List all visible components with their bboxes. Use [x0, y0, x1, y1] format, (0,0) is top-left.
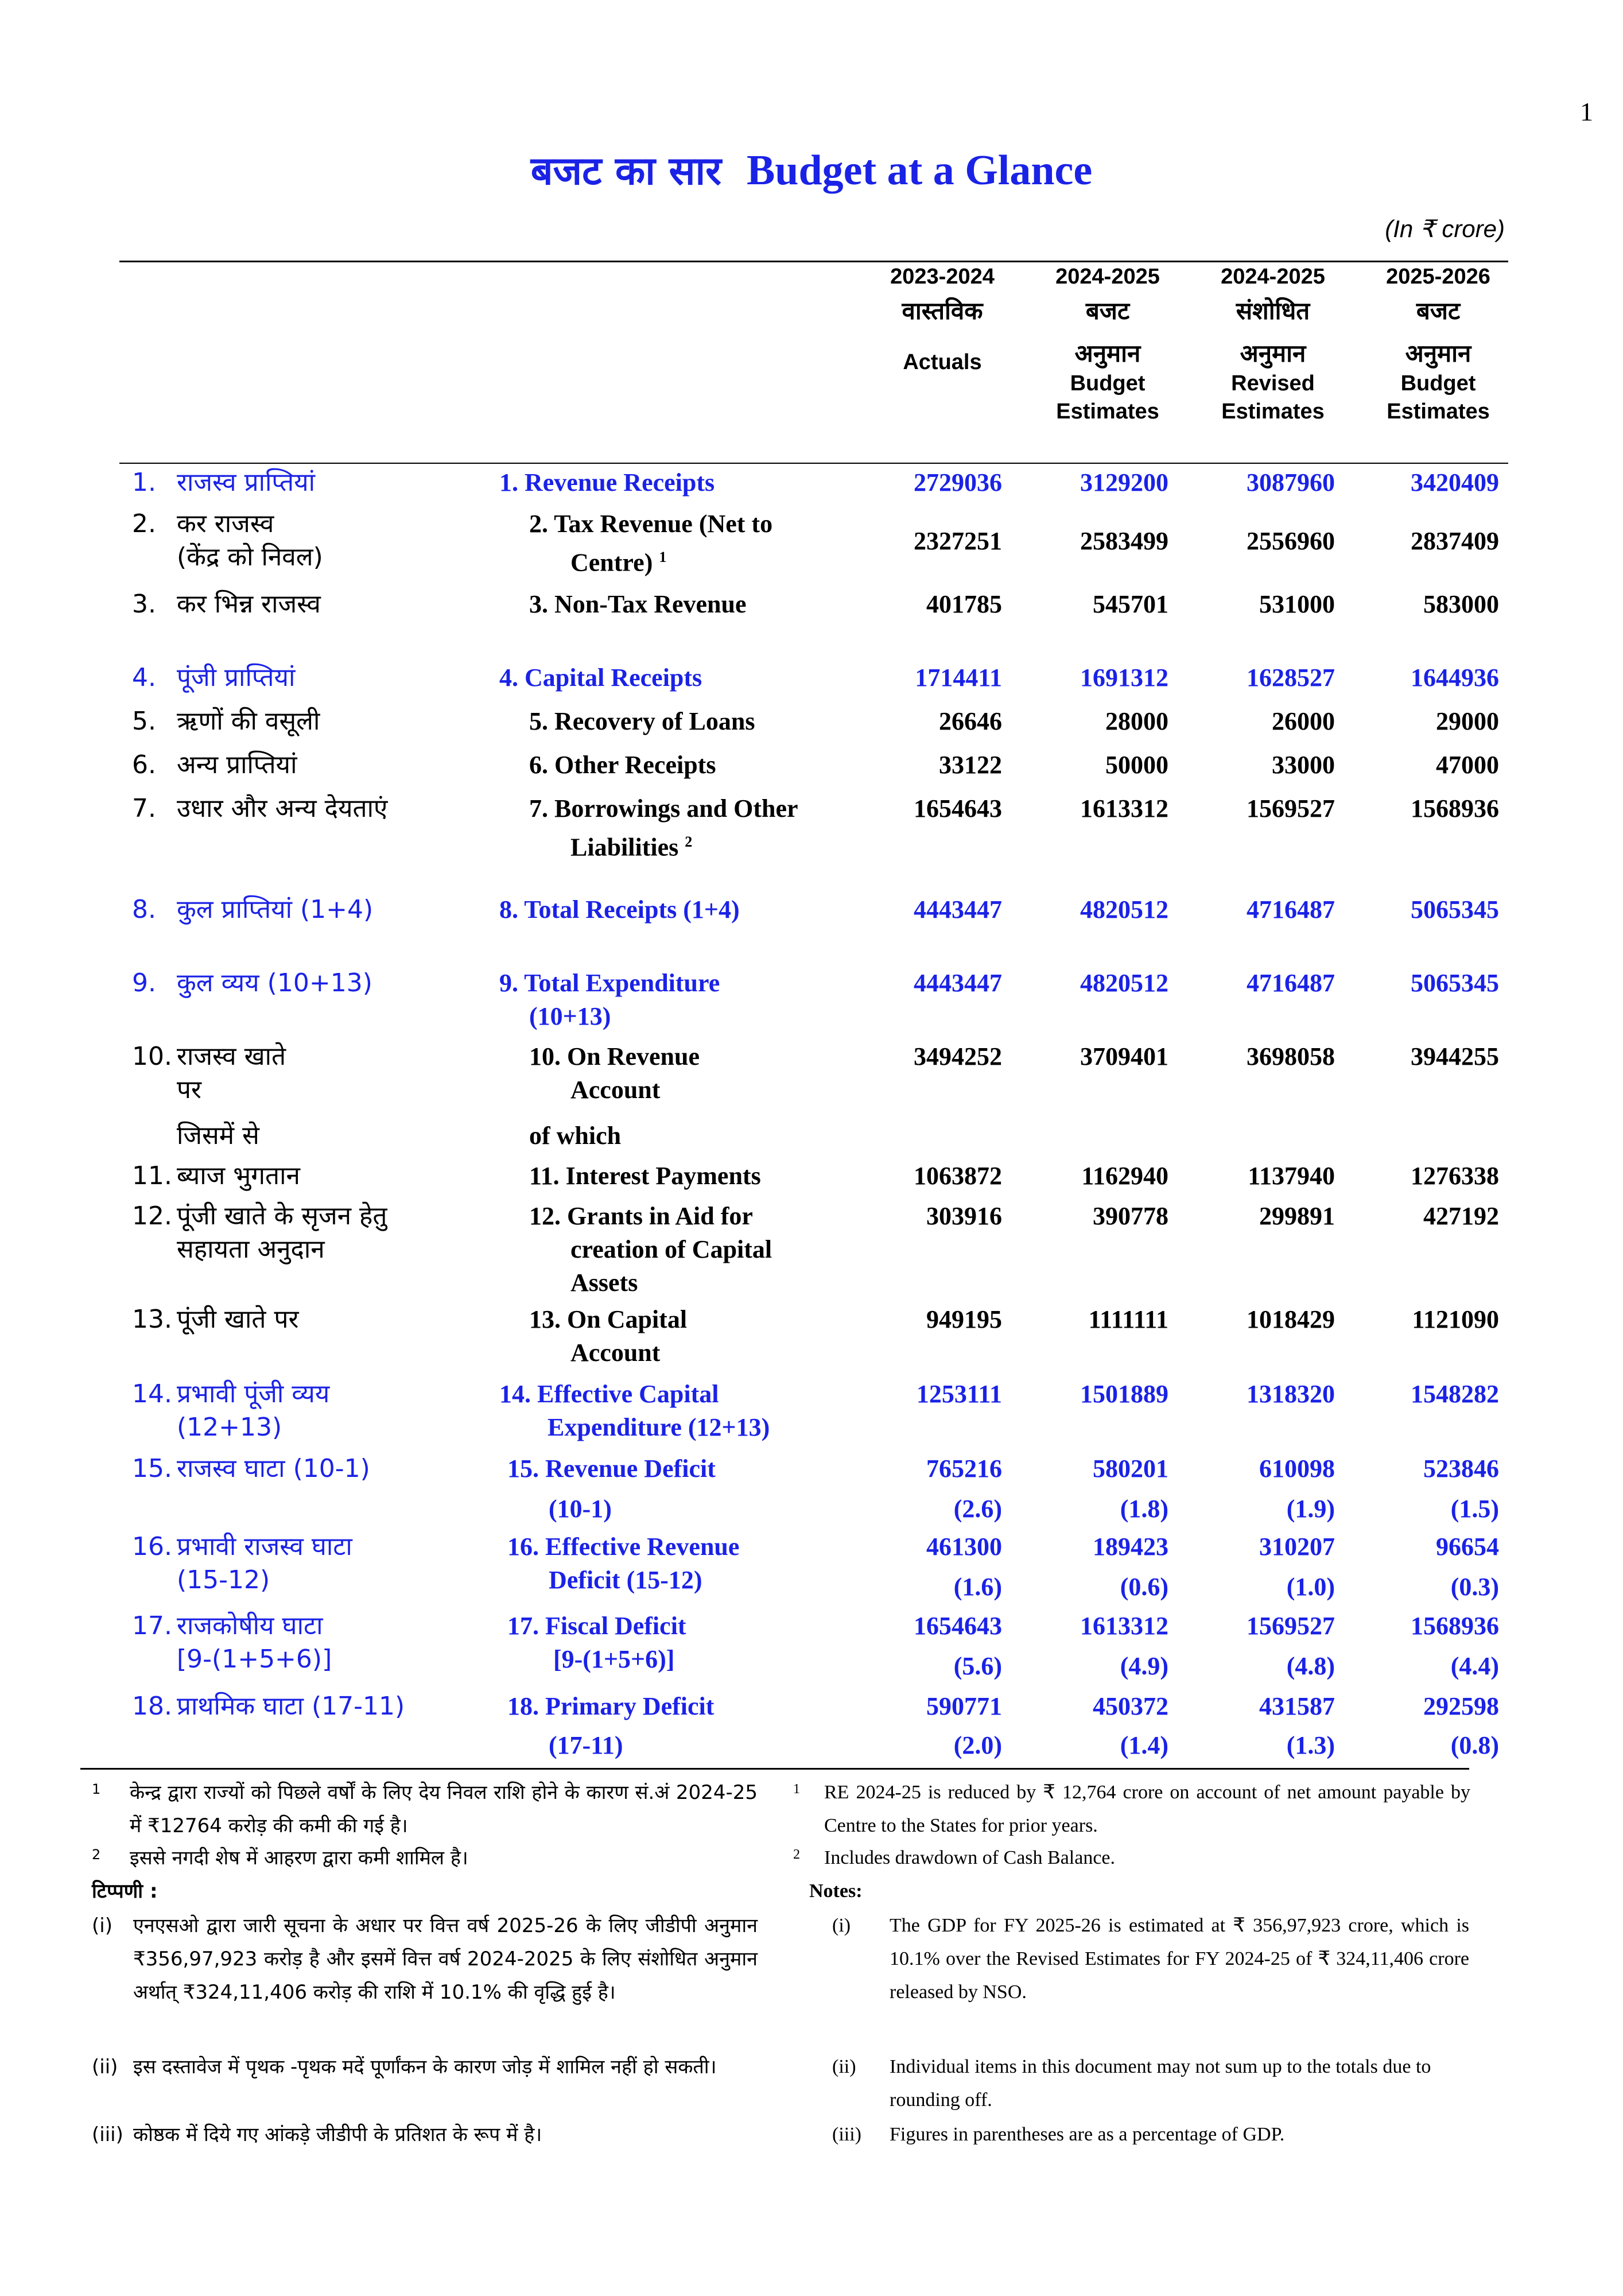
- value-cell: 5065345: [1411, 895, 1499, 924]
- value-cell: 1548282: [1411, 1380, 1499, 1408]
- value-cell: 4443447: [914, 895, 1002, 924]
- value-cell: 545701: [1093, 590, 1168, 618]
- row-hindi-label: 4. पूंजी प्राप्तियां: [132, 663, 296, 692]
- notes-title-english: Notes:: [809, 1880, 863, 1902]
- column-hindi-label: वास्तविक: [902, 297, 983, 325]
- value-cell: 390778: [1093, 1202, 1168, 1230]
- value-cell: 4820512: [1080, 969, 1168, 997]
- value-cell: 189423 (0.6): [1093, 1533, 1168, 1601]
- row-english-label: 3. Non-Tax Revenue: [529, 590, 747, 618]
- value-cell: 33122: [939, 751, 1002, 779]
- row-english-label: 18. Primary Deficit (17-11): [507, 1692, 715, 1759]
- note-english-1: (i) The GDP for FY 2025-26 is estimated at ₹ 356,97,923 crore, which is 10.1% over the Revised Estimates for FY 2024-25 of ₹ 324,11,406 crore released by NSO.: [832, 1915, 1469, 2003]
- row-english-label: of which: [529, 1122, 622, 1150]
- column-year: 2025-2026: [1386, 265, 1490, 289]
- value-cell: 33000: [1272, 751, 1335, 779]
- value-cell: 28000: [1105, 707, 1168, 735]
- column-hindi-label: बजट: [1416, 297, 1461, 325]
- column-english-label-2: Estimates: [1221, 400, 1325, 424]
- value-cell: 1111111: [1088, 1305, 1168, 1333]
- value-cell: 3944255: [1411, 1042, 1499, 1071]
- value-cell: 1569527: [1247, 794, 1335, 823]
- value-cell: 523846 (1.5): [1423, 1455, 1499, 1523]
- column-english-label: Budget: [1400, 371, 1476, 395]
- value-cell: 531000: [1259, 590, 1335, 618]
- value-cell: 4716487: [1247, 969, 1335, 997]
- value-cell: 1613312 (4.9): [1080, 1612, 1168, 1680]
- row-hindi-label: 5. ऋणों की वसूली: [132, 707, 320, 736]
- value-cell: 1654643 (5.6): [914, 1612, 1002, 1680]
- note-english-2: (ii) Individual items in this document may not sum up to the totals due to rounding off.: [832, 2056, 1431, 2111]
- column-hindi-label: संशोधित: [1236, 297, 1310, 325]
- page-number: 1: [1580, 97, 1593, 126]
- column-hindi-label-2: अनुमान: [1240, 339, 1306, 368]
- column-english-label-2: Estimates: [1056, 400, 1159, 424]
- row-hindi-label: 1. राजस्व प्राप्तियां: [132, 468, 315, 497]
- row-english-label: 14. Effective Capital Expenditure (12+13): [499, 1380, 770, 1441]
- value-cell: 450372 (1.4): [1093, 1692, 1168, 1759]
- row-hindi-label: 18. प्राथमिक घाटा (17-11): [132, 1692, 405, 1721]
- value-cell: 3709401: [1080, 1042, 1168, 1071]
- row-english-label: 11. Interest Payments: [529, 1162, 761, 1190]
- row-english-label: 8. Total Receipts (1+4): [499, 895, 740, 924]
- row-hindi-label: 3. कर भिन्न राजस्व: [132, 589, 321, 619]
- row-hindi-label: 9. कुल व्यय (10+13): [132, 968, 372, 998]
- page-title: [0, 142, 1623, 196]
- unit-label: (In ₹ crore): [1385, 215, 1505, 242]
- value-cell: 299891: [1259, 1202, 1335, 1230]
- row-hindi-label: 8. कुल प्राप्तियां (1+4): [132, 895, 374, 924]
- value-cell: 1568936 (4.4): [1411, 1612, 1499, 1680]
- column-english-label: Budget: [1070, 371, 1146, 395]
- value-cell: 427192: [1423, 1202, 1499, 1230]
- value-cell: 401785: [926, 590, 1002, 618]
- value-cell: 2729036: [914, 468, 1002, 497]
- title-english: Budget at a Glance: [746, 147, 1093, 194]
- value-cell: 1569527 (4.8): [1247, 1612, 1335, 1680]
- value-cell: 580201 (1.8): [1093, 1455, 1168, 1523]
- column-hindi-label-2: अनुमान: [1074, 339, 1141, 368]
- value-cell: 292598 (0.8): [1423, 1692, 1499, 1759]
- row-english-label: 5. Recovery of Loans: [529, 707, 755, 735]
- title-hindi: बजट का सार: [530, 149, 721, 194]
- footnote-english-2: 2 Includes drawdown of Cash Balance.: [793, 1847, 1116, 1868]
- value-cell: 1318320: [1247, 1380, 1335, 1408]
- value-cell: 1121090: [1412, 1305, 1499, 1333]
- column-hindi-label: बजट: [1085, 297, 1130, 325]
- value-cell: 47000: [1436, 751, 1499, 779]
- row-english-label: 16. Effective Revenue Deficit (15-12): [507, 1533, 740, 1594]
- value-cell: 26000: [1272, 707, 1335, 735]
- row-english-label: 10. On Revenue Account: [529, 1042, 700, 1104]
- value-cell: 590771 (2.0): [926, 1692, 1002, 1759]
- value-cell: 1162940: [1081, 1162, 1168, 1190]
- footnote-english-1: 1 RE 2024-25 is reduced by ₹ 12,764 crore on account of net amount payable by Centre to the States for prior years.: [793, 1782, 1470, 1836]
- note-hindi-2: (ii) इस दस्तावेज में पृथक -पृथक मदें पूर्णांकन के कारण जोड़ में शामिल नहीं हो सकती।: [92, 2055, 717, 2078]
- value-cell: 3420409: [1411, 468, 1499, 497]
- row-english-label: 6. Other Receipts: [529, 751, 716, 779]
- row-english-label: 17. Fiscal Deficit [9-(1+5+6)]: [507, 1612, 686, 1673]
- value-cell: 1691312: [1080, 664, 1168, 692]
- table-bottom-rule: [80, 1768, 1469, 1770]
- row-hindi-label: 10. राजस्व खाते पर: [132, 1042, 286, 1104]
- row-english-label: 13. On Capital Account: [529, 1305, 688, 1367]
- value-cell: 949195: [926, 1305, 1002, 1333]
- row-hindi-label: 16. प्रभावी राजस्व घाटा (15-12): [132, 1532, 352, 1595]
- column-header-actuals-2023-24: [862, 263, 1023, 377]
- row-english-label: 12. Grants in Aid for creation of Capital Assets: [529, 1202, 772, 1297]
- row-hindi-label: 12. पूंजी खाते के सृजन हेतु सहायता अनुदान: [132, 1201, 387, 1264]
- value-cell: 3129200: [1080, 468, 1168, 497]
- value-cell: 2837409: [1411, 527, 1499, 555]
- value-cell: 765216 (2.6): [926, 1455, 1002, 1523]
- row-english-label: 7. Borrowings and Other Liabilities $^2$: [529, 794, 798, 862]
- value-cell: 1613312: [1080, 794, 1168, 823]
- value-cell: 583000: [1423, 590, 1499, 618]
- value-cell: 310207 (1.0): [1259, 1533, 1335, 1601]
- column-english-label-2: Estimates: [1387, 400, 1490, 424]
- note-hindi-3: (iii) कोष्ठक में दिये गए आंकड़े जीडीपी के प्रतिशत के रूप में है।: [92, 2123, 542, 2146]
- note-hindi-1: (i) एनएसओ द्वारा जारी सूचना के अधार पर वित्त वर्ष 2025-26 के लिए जीडीपी अनुमान ₹356,97,923 करोड़ है और इसमें वित्त वर्ष 2024-2025 के लिए संशोधित अनुमान अर्थात् ₹324,11,406 करोड़ की राशि में 10.1% की वृद्धि हुई है।: [92, 1914, 758, 2004]
- value-cell: 2327251: [914, 527, 1002, 555]
- value-cell: 5065345: [1411, 969, 1499, 997]
- column-header-be-2024-25: [1027, 263, 1188, 426]
- column-year: 2024-2025: [1221, 265, 1325, 289]
- value-cell: 2583499: [1080, 527, 1168, 555]
- value-cell: 1644936: [1411, 664, 1499, 692]
- value-cell: 1714411: [915, 664, 1002, 692]
- column-header-re-2024-25: [1193, 263, 1353, 426]
- value-cell: 4716487: [1247, 895, 1335, 924]
- header-bottom-rule: [119, 463, 1508, 464]
- value-cell: 1276338: [1411, 1162, 1499, 1190]
- row-hindi-label: जिसमें से: [177, 1121, 259, 1150]
- value-cell: 4820512: [1080, 895, 1168, 924]
- value-cell: 1018429: [1247, 1305, 1335, 1333]
- value-cell: 29000: [1436, 707, 1499, 735]
- row-english-label: 9. Total Expenditure (10+13): [499, 969, 720, 1030]
- row-hindi-label: 14. प्रभावी पूंजी व्यय (12+13): [132, 1379, 330, 1442]
- column-year: 2024-2025: [1055, 265, 1160, 289]
- value-cell: 26646: [939, 707, 1002, 735]
- value-cell: 303916: [926, 1202, 1002, 1230]
- column-english-label: Actuals: [903, 350, 982, 375]
- row-hindi-label: 13. पूंजी खाते पर: [132, 1305, 299, 1334]
- table-top-rule: [119, 261, 1508, 262]
- row-hindi-label: 7. उधार और अन्य देयताएं: [132, 794, 388, 823]
- notes-title-hindi: टिप्पणी :: [92, 1880, 158, 1903]
- footnote-hindi-1: 1 केन्द्र द्वारा राज्यों को पिछले वर्षों के लिए देय निवल राशि होने के कारण सं.अं 2024-25 में ₹12764 करोड़ की कमी की गई है।: [92, 1781, 758, 1837]
- value-cell: 2556960: [1247, 527, 1335, 555]
- note-english-3: (iii) Figures in parentheses are as a percentage of GDP.: [832, 2124, 1285, 2145]
- row-hindi-label: 2. कर राजस्व (केंद्र को निवल): [132, 509, 323, 572]
- value-cell: 461300 (1.6): [926, 1533, 1002, 1601]
- row-hindi-label: 15. राजस्व घाटा (10-1): [132, 1454, 370, 1483]
- row-english-label: 1. Revenue Receipts: [499, 468, 715, 497]
- value-cell: 3087960: [1247, 468, 1335, 497]
- row-english-label: 2. Tax Revenue (Net to Centre) $^1$: [529, 510, 773, 577]
- value-cell: 3698058: [1247, 1042, 1335, 1071]
- value-cell: 1654643: [914, 794, 1002, 823]
- row-english-label: 15. Revenue Deficit (10-1): [507, 1455, 716, 1523]
- value-cell: 1501889: [1080, 1380, 1168, 1408]
- value-cell: 1137940: [1248, 1162, 1335, 1190]
- value-cell: 431587 (1.3): [1259, 1692, 1335, 1759]
- value-cell: 1253111: [916, 1380, 1002, 1408]
- column-header-be-2025-26: [1358, 263, 1519, 426]
- row-hindi-label: 17. राजकोषीय घाटा [9-(1+5+6)]: [132, 1611, 332, 1674]
- value-cell: 610098 (1.9): [1259, 1455, 1335, 1523]
- value-cell: 1568936: [1411, 794, 1499, 823]
- column-year: 2023-2024: [890, 265, 995, 289]
- row-hindi-label: 6. अन्य प्राप्तियां: [132, 750, 297, 779]
- column-hindi-label-2: अनुमान: [1405, 339, 1471, 368]
- value-cell: 4443447: [914, 969, 1002, 997]
- row-hindi-label: 11. ब्याज भुगतान: [132, 1161, 300, 1190]
- value-cell: 3494252: [914, 1042, 1002, 1071]
- value-cell: 1063872: [914, 1162, 1002, 1190]
- footnote-hindi-2: 2 इससे नगदी शेष में आहरण द्वारा कमी शामिल है।: [92, 1847, 468, 1870]
- value-cell: 50000: [1105, 751, 1168, 779]
- value-cell: 1628527: [1247, 664, 1335, 692]
- value-cell: 96654 (0.3): [1436, 1533, 1499, 1601]
- column-english-label: Revised: [1231, 371, 1315, 395]
- row-english-label: 4. Capital Receipts: [499, 664, 702, 692]
